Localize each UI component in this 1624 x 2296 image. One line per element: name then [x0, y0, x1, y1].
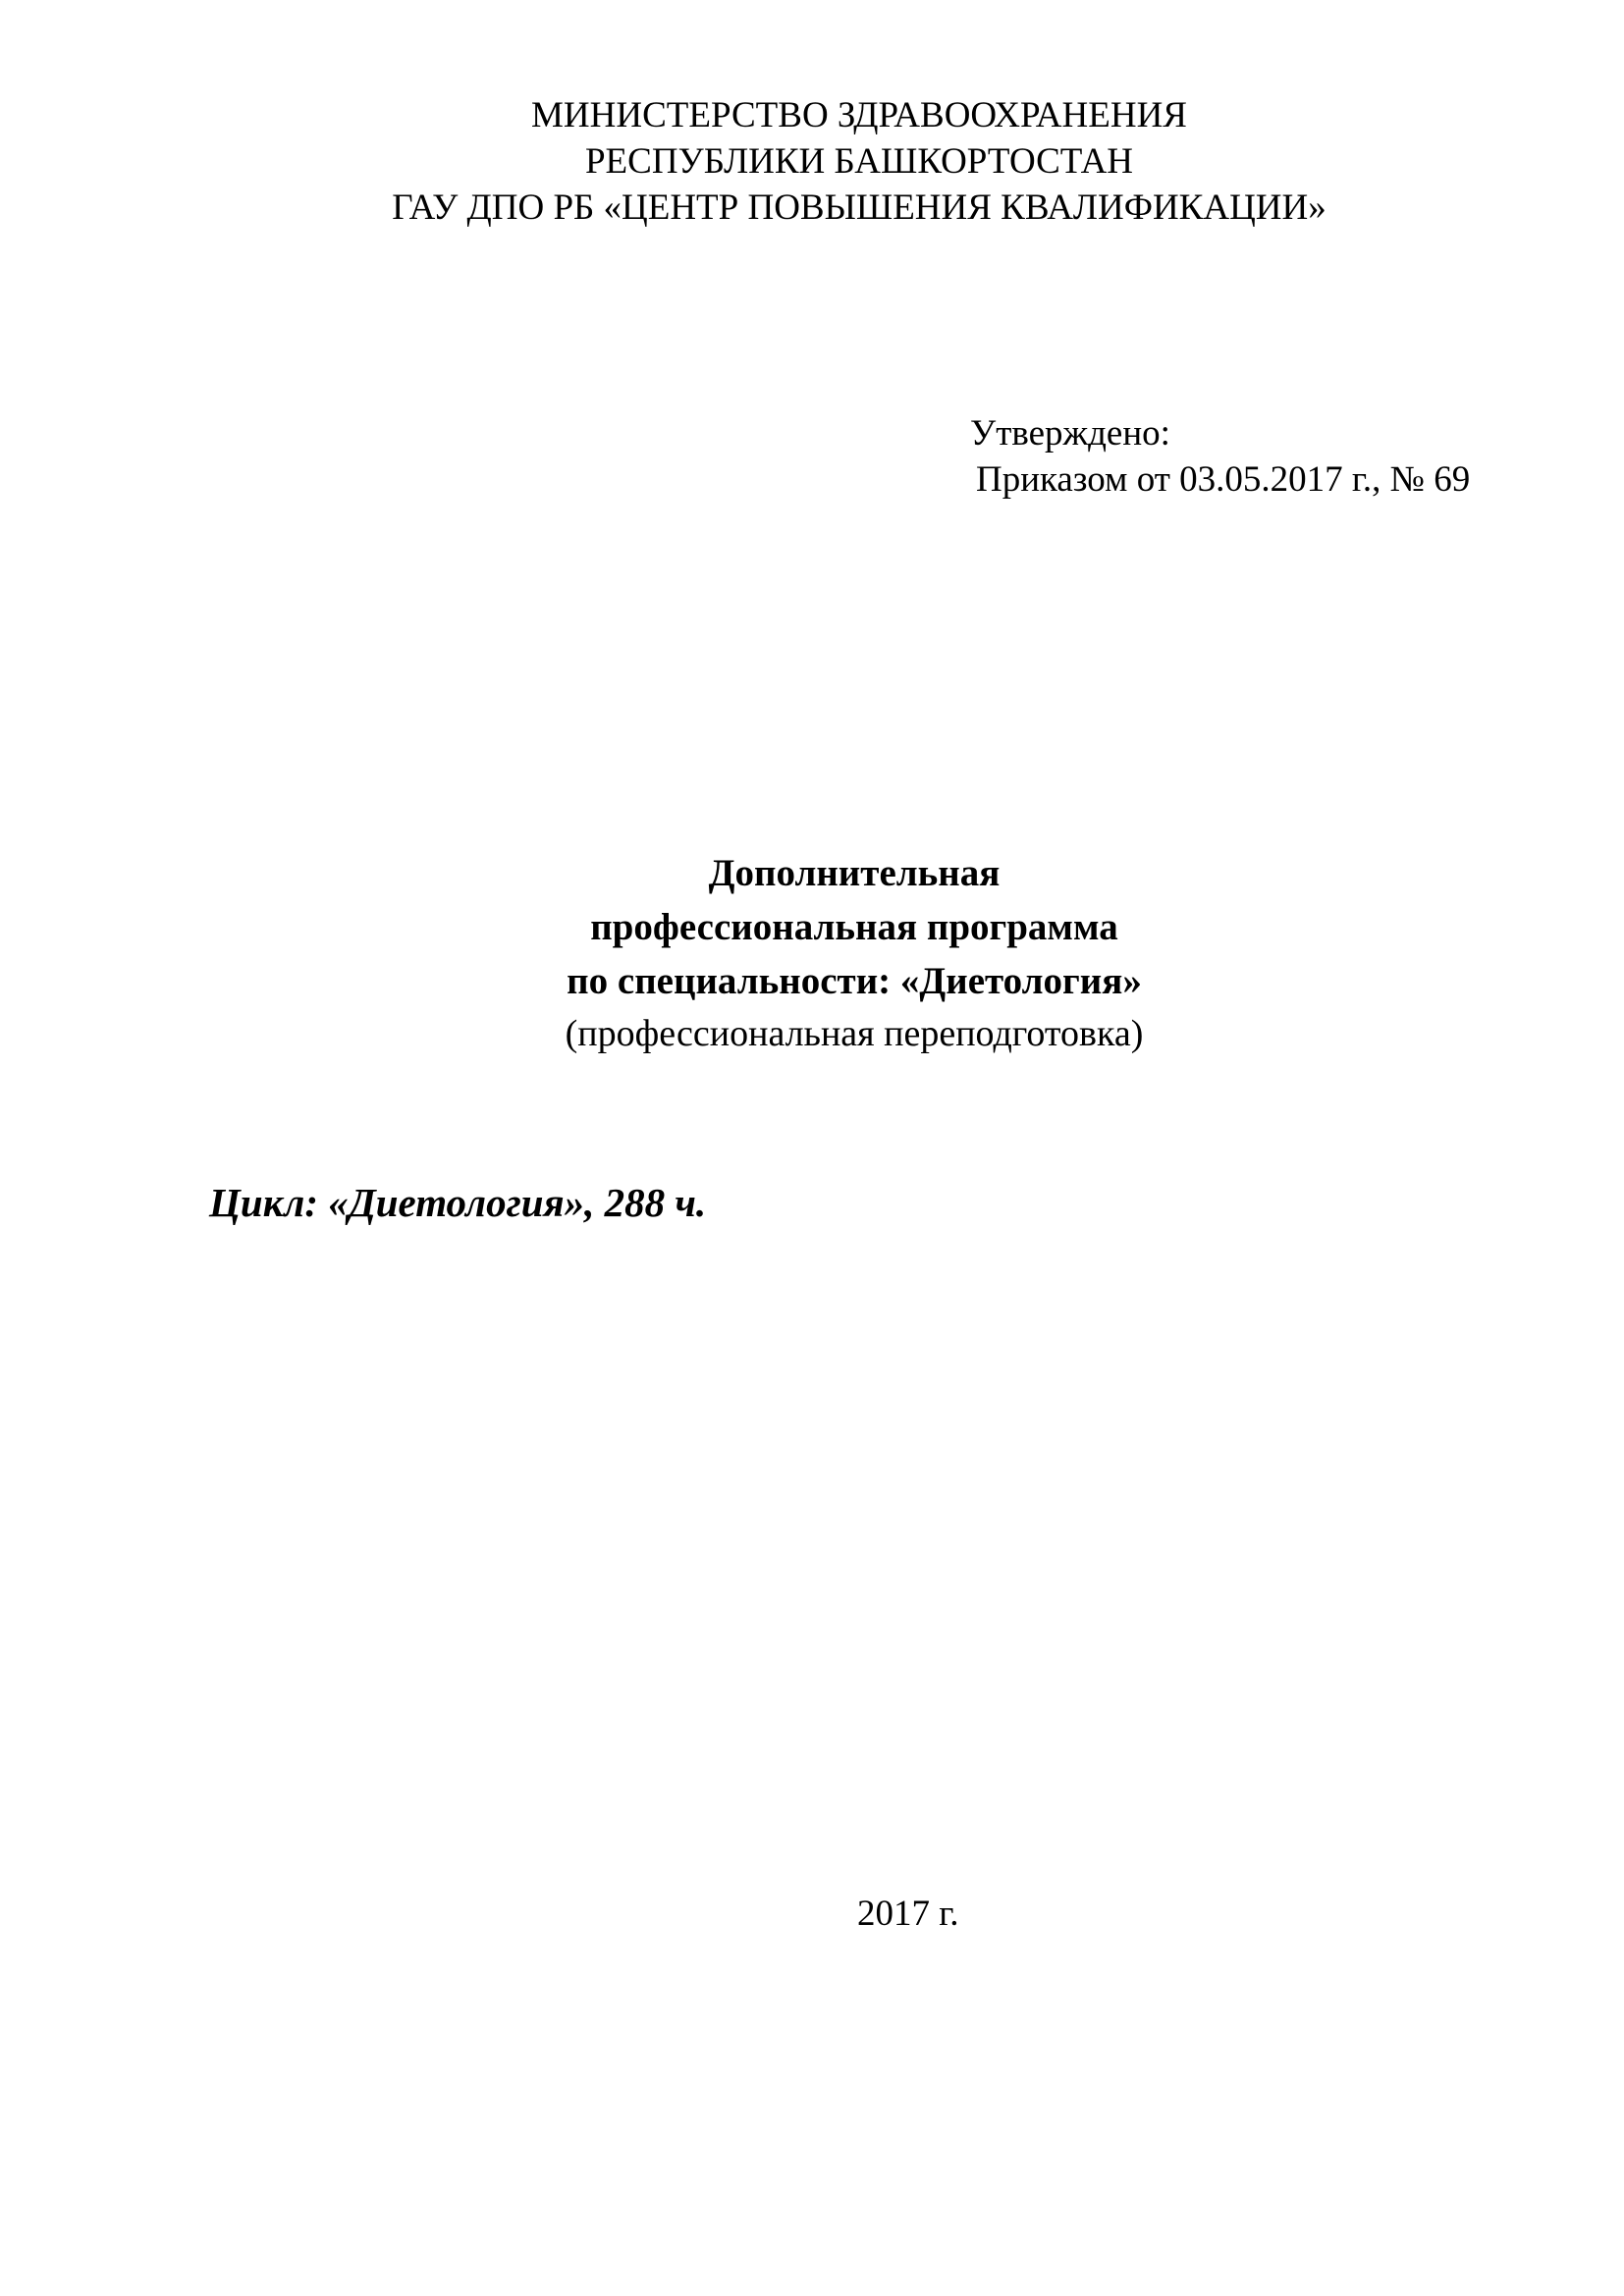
republic-line: РЕСПУБЛИКИ БАШКОРТОСТАН	[584, 141, 1134, 182]
approval-label: Утверждено:	[970, 413, 1170, 454]
program-title	[0, 846, 1624, 1060]
title-line-1: Дополнительная	[708, 852, 1001, 894]
institution-line: ГАУ ДПО РБ «ЦЕНТР ПОВЫШЕНИЯ КВАЛИФИКАЦИИ»	[392, 187, 1326, 228]
document-year: 2017 г.	[857, 1894, 959, 1934]
approval-block	[970, 410, 1470, 503]
approval-order: Приказом от 03.05.2017 г., № 69	[976, 459, 1471, 500]
ministry-line: МИНИСТЕРСТВО ЗДРАВООХРАНЕНИЯ	[531, 95, 1187, 135]
cycle-line: Цикл: «Диетология», 288 ч.	[209, 1180, 707, 1225]
title-line-2: профессиональная программа	[590, 906, 1118, 948]
title-line-3: по специальности: «Диетология»	[567, 960, 1142, 1002]
organization-header	[0, 92, 1624, 231]
title-subtitle: (профессиональная переподготовка)	[565, 1013, 1144, 1054]
